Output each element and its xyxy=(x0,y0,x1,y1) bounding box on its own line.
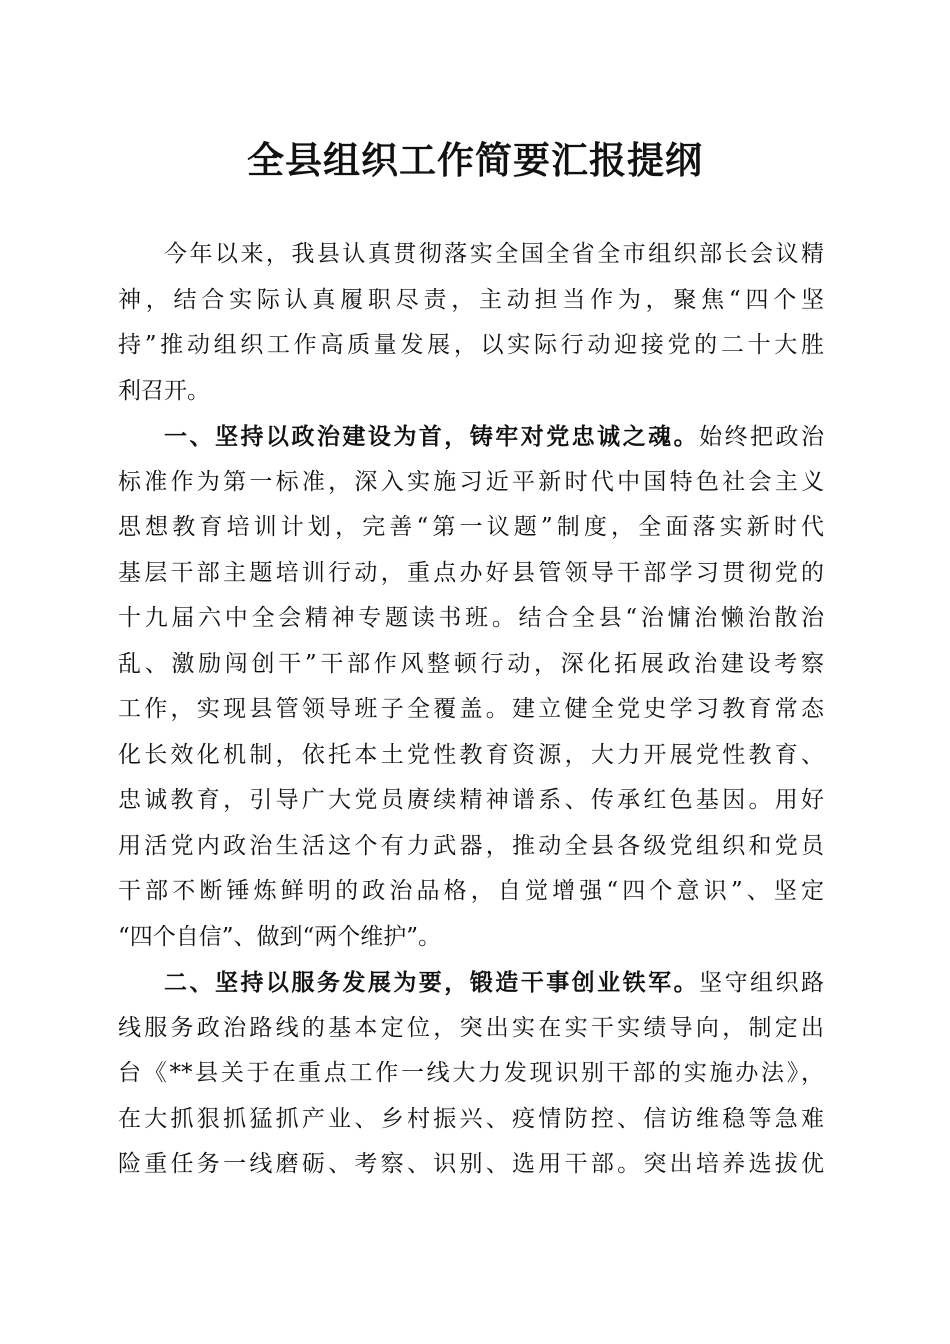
paragraph-line: 利召开。 xyxy=(118,377,210,404)
paragraph-line: 基层干部主题培训行动，重点办好县管领导干部学习贯彻党的 xyxy=(118,559,824,586)
section-one-heading: 一、坚持以政治建设为首，铸牢对党忠诚之魂。 xyxy=(164,423,700,450)
paragraph-line: 标准作为第一标准，深入实施习近平新时代中国特色社会主义 xyxy=(118,468,824,495)
paragraph-line: 持”推动组织工作高质量发展，以实际行动迎接党的二十大胜 xyxy=(118,332,824,358)
paragraph-line: 线服务政治路线的基本定位，突出实在实干实绩导向，制定出 xyxy=(118,1014,824,1041)
paragraph-line: 十九届六中全会精神专题读书班。结合全县“治慵治懒治散治 xyxy=(118,605,824,631)
paragraph-line: 今年以来，我县认真贯彻落实全国全省全市组织部长会议精 xyxy=(164,241,824,267)
paragraph-line: 工作，实现县管领导班子全覆盖。建立健全党史学习教育常态 xyxy=(118,696,824,722)
paragraph-line: 险重任务一线磨砺、考察、识别、选用干部。突出培养选拔优 xyxy=(118,1151,824,1177)
document-title: 全县组织工作简要汇报提纲 xyxy=(247,138,703,182)
paragraph-first-line xyxy=(118,960,824,1006)
paragraph-line: “四个自信”、做到“两个维护”。 xyxy=(118,923,442,950)
section-two-heading: 二、坚持以服务发展为要，锻造干事创业铁军。 xyxy=(164,969,700,996)
paragraph-line: 化长效化机制，依托本土党性教育资源，大力开展党性教育、 xyxy=(118,741,824,768)
section-two-paragraph xyxy=(118,960,824,1188)
paragraph-line: 思想教育培训计划，完善“第一议题”制度，全面落实新时代 xyxy=(118,514,824,540)
paragraph-line: 用活党内政治生活这个有力武器，推动全县各级党组织和党员 xyxy=(118,832,824,859)
paragraph-line: 始终把政治 xyxy=(699,424,825,450)
section-one-paragraph xyxy=(118,414,824,960)
paragraph-line: 台《**县关于在重点工作一线大力发现识别干部的实施办法》， xyxy=(118,1060,824,1086)
intro-paragraph xyxy=(118,232,824,414)
paragraph-line: 干部不断锤炼鲜明的政治品格，自觉增强“四个意识”、坚定 xyxy=(118,878,824,904)
paragraph-line: 神，结合实际认真履职尽责，主动担当作为，聚焦“四个坚 xyxy=(118,286,824,313)
document-body xyxy=(118,232,824,1188)
paragraph-first-line xyxy=(118,414,824,460)
paragraph-line: 忠诚教育，引导广大党员赓续精神谱系、传承红色基因。用好 xyxy=(118,787,824,813)
paragraph-line: 在大抓狠抓猛抓产业、乡村振兴、疫情防控、信访维稳等急难 xyxy=(118,1105,824,1132)
paragraph-line: 坚守组织路 xyxy=(699,970,825,996)
paragraph-line: 乱、激励闯创干”干部作风整顿行动，深化拓展政治建设考察 xyxy=(118,650,824,677)
